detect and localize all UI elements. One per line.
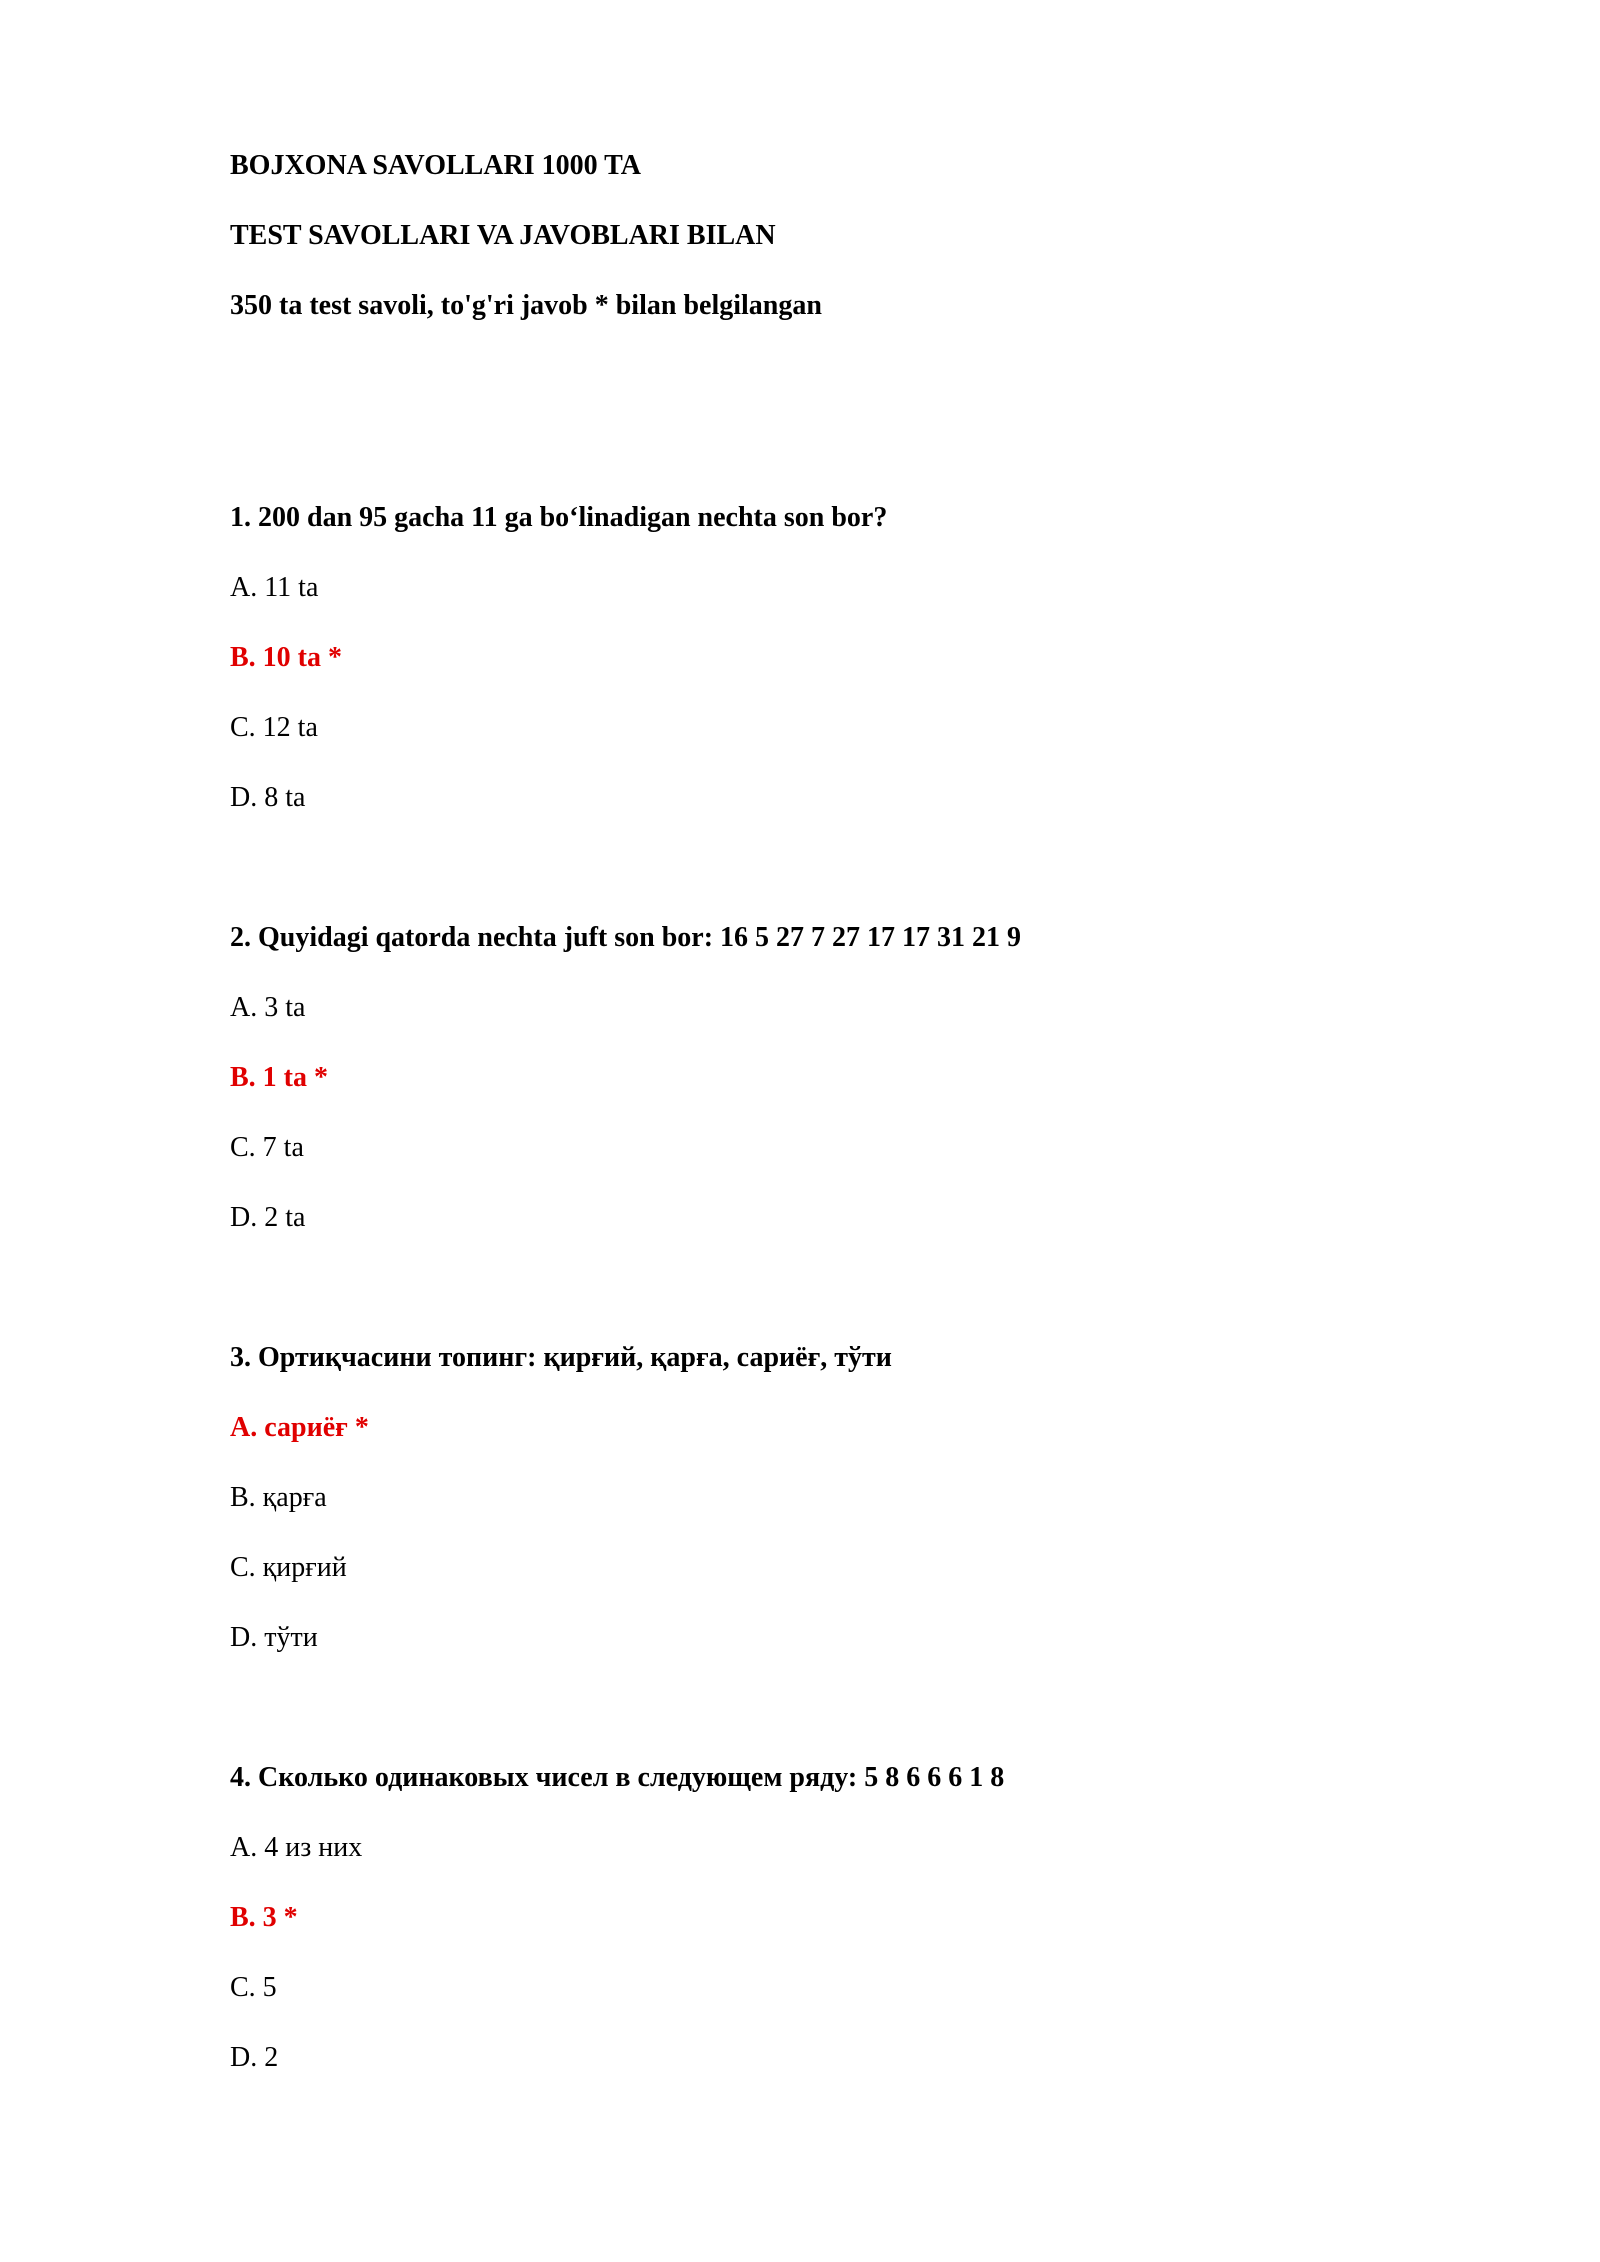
question-text: 1. 200 dan 95 gacha 11 ga bo‘linadigan nechta son bor? bbox=[230, 502, 888, 533]
answer-option-d: D. 2 bbox=[230, 2042, 279, 2073]
answer-option-c: C. 7 ta bbox=[230, 1132, 304, 1163]
answer-option-c: C. қирғий bbox=[230, 1552, 347, 1583]
question-spacer bbox=[230, 1692, 1480, 1762]
question-block-1 bbox=[230, 502, 1480, 814]
answer-option-b-correct: B. 1 ta * bbox=[230, 1062, 328, 1093]
answer-option-d: D. 8 ta bbox=[230, 782, 306, 813]
question-block-3 bbox=[230, 1342, 1480, 1654]
answer-option-a: A. 3 ta bbox=[230, 992, 306, 1023]
document-title: BOJXONA SAVOLLARI 1000 TA bbox=[230, 150, 641, 181]
answer-option-a: A. 4 из них bbox=[230, 1832, 363, 1863]
answer-option-b-correct: B. 10 ta * bbox=[230, 642, 342, 673]
answer-option-b-correct: B. 3 * bbox=[230, 1902, 298, 1933]
question-text: 4. Сколько одинаковых чисел в следующем ряду: 5 8 6 6 6 1 8 bbox=[230, 1762, 1005, 1793]
answer-option-a-correct: A. сариёғ * bbox=[230, 1412, 369, 1443]
answer-option-a: A. 11 ta bbox=[230, 572, 319, 603]
answer-option-d: D. тўти bbox=[230, 1622, 318, 1653]
question-spacer bbox=[230, 1272, 1480, 1342]
document-note: 350 ta test savoli, to'g'ri javob * bilan belgilangan bbox=[230, 290, 822, 321]
answer-option-c: C. 5 bbox=[230, 1972, 277, 2003]
document-subtitle: TEST SAVOLLARI VA JAVOBLARI BILAN bbox=[230, 220, 776, 251]
document-content bbox=[230, 150, 1480, 2112]
question-text: 3. Ортиқчасини топинг: қирғий, қарға, сариёғ, тўти bbox=[230, 1342, 892, 1373]
question-text: 2. Quyidagi qatorda nechta juft son bor: 16 5 27 7 27 17 17 31 21 9 bbox=[230, 922, 1022, 953]
question-spacer bbox=[230, 852, 1480, 922]
answer-option-d: D. 2 ta bbox=[230, 1202, 306, 1233]
header-spacer bbox=[230, 360, 1480, 502]
answer-option-b: B. қарға bbox=[230, 1482, 327, 1513]
question-block-4 bbox=[230, 1762, 1480, 2074]
question-block-2 bbox=[230, 922, 1480, 1234]
answer-option-c: C. 12 ta bbox=[230, 712, 318, 743]
